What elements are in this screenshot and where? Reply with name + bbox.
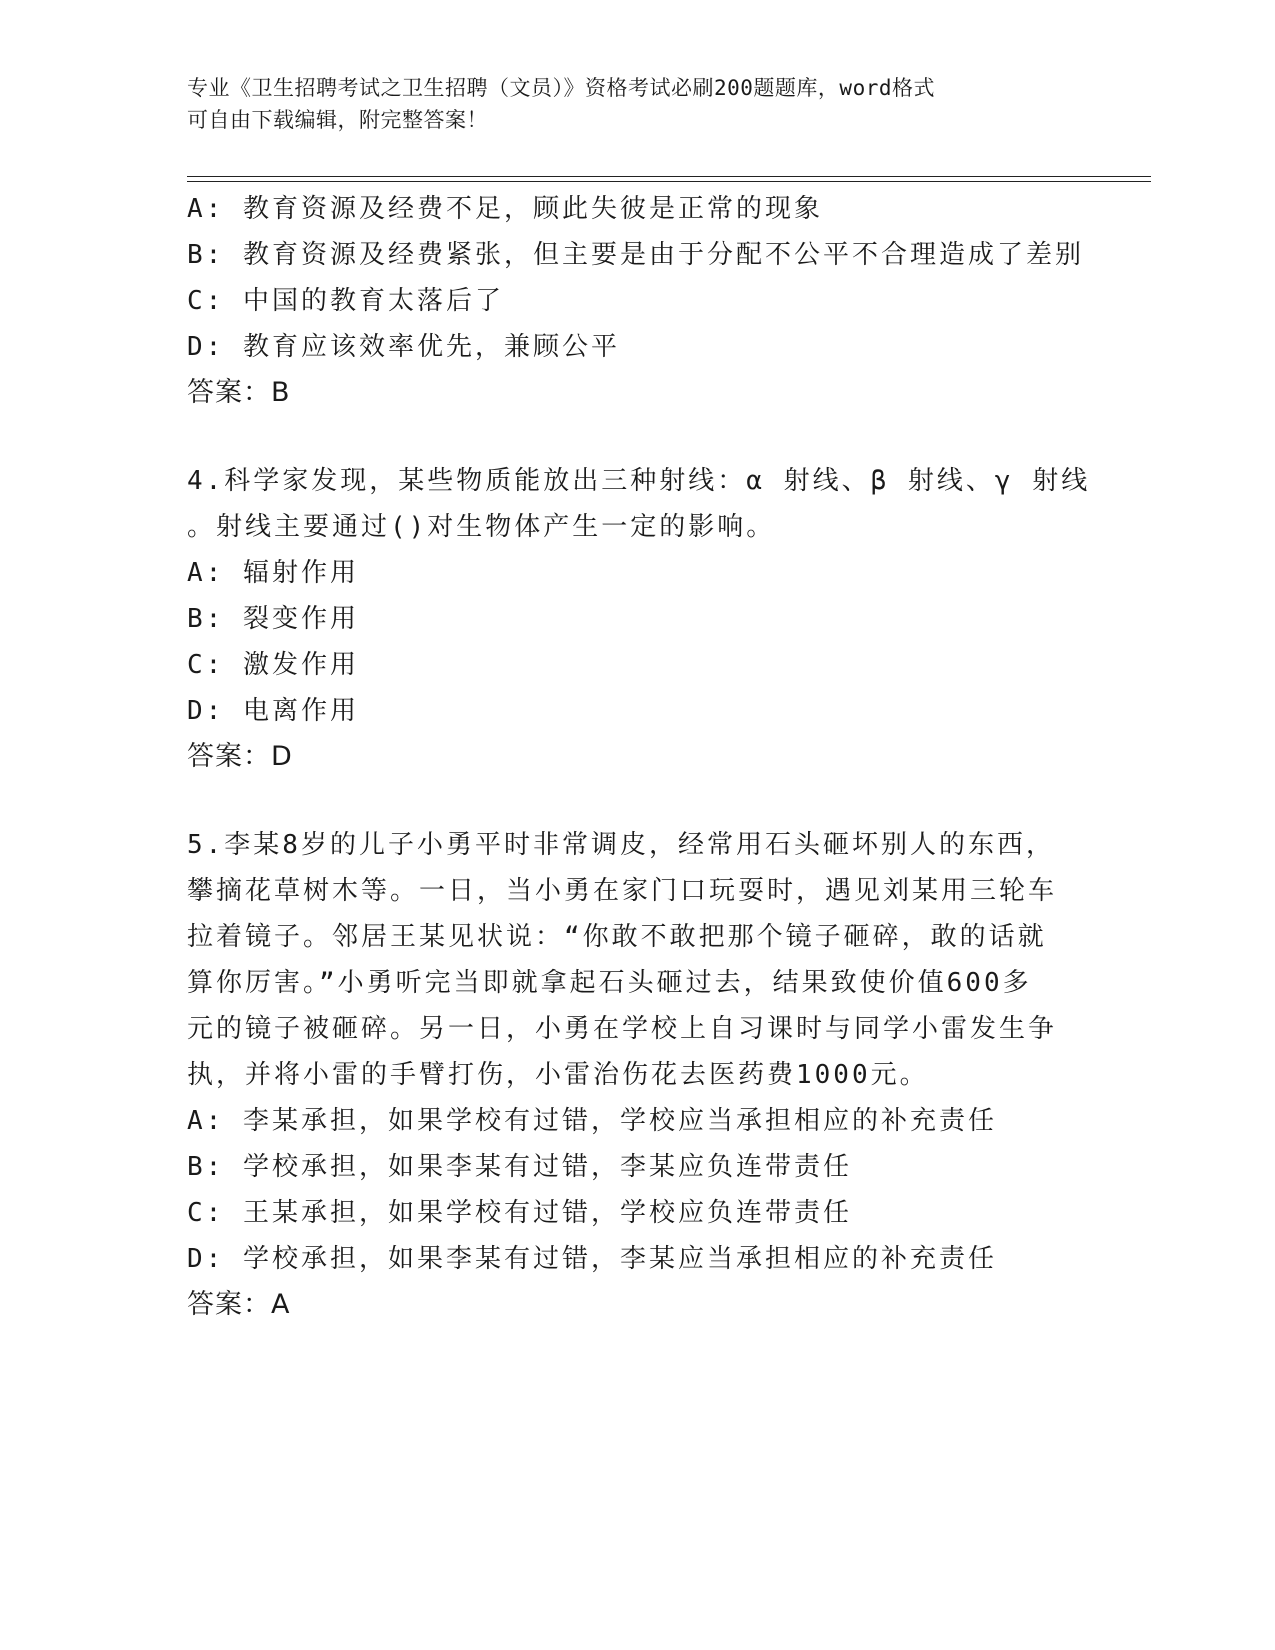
header-title-line-1: 专业《卫生招聘考试之卫生招聘（文员）》资格考试必刷200题题库，word格式: [187, 76, 935, 100]
spacer: [187, 416, 1087, 458]
q4-option-b: B: 裂变作用: [187, 604, 359, 634]
q5-option-b: B: 学校承担，如果李某有过错，李某应负连带责任: [187, 1152, 852, 1182]
q3-option-b: B: 教育资源及经费紧张，但主要是由于分配不公平不合理造成了差别: [187, 240, 1084, 270]
header-title-line-2: 可自由下载编辑，附完整答案！: [187, 108, 488, 132]
q5-stem-line-6: 执，并将小雷的手臂打伤，小雷治伤花去医药费1000元。: [187, 1060, 929, 1090]
header-divider-top: [187, 176, 1151, 177]
q4-option-a: A: 辐射作用: [187, 558, 359, 588]
q4-stem-line-2: 。射线主要通过()对生物体产生一定的影响。: [187, 512, 776, 542]
q5-option-a: A: 李某承担，如果学校有过错，学校应当承担相应的补充责任: [187, 1106, 997, 1136]
header-divider-bottom: [187, 181, 1151, 182]
q4-option-c: C: 激发作用: [187, 650, 359, 680]
question-5: [187, 822, 1087, 1328]
spacer: [187, 780, 1087, 822]
q5-option-d: D: 学校承担，如果李某有过错，李某应当承担相应的补充责任: [187, 1244, 997, 1274]
q5-stem-line-4: 算你厉害。”小勇听完当即就拿起石头砸过去，结果致使价值600多: [187, 968, 1032, 998]
question-4: [187, 458, 1091, 780]
q5-stem-line-5: 元的镜子被砸碎。另一日，小勇在学校上自习课时与同学小雷发生争: [187, 1014, 1058, 1044]
q4-answer: 答案：D: [187, 741, 293, 772]
q5-option-c: C: 王某承担，如果学校有过错，学校应负连带责任: [187, 1198, 852, 1228]
question-content: [187, 186, 1091, 1328]
question-3: [187, 186, 1087, 416]
q3-option-c: C: 中国的教育太落后了: [187, 286, 504, 316]
q4-option-d: D: 电离作用: [187, 696, 359, 726]
q3-option-d: D: 教育应该效率优先，兼顾公平: [187, 332, 620, 362]
q5-stem-line-2: 攀摘花草树木等。一日，当小勇在家门口玩耍时，遇见刘某用三轮车: [187, 876, 1058, 906]
document-header: [187, 72, 1087, 136]
q3-option-a: A: 教育资源及经费不足，顾此失彼是正常的现象: [187, 194, 823, 224]
q5-answer: 答案：A: [187, 1289, 291, 1320]
q3-answer: 答案：B: [187, 377, 291, 408]
q5-stem-line-1: 5.李某8岁的儿子小勇平时非常调皮，经常用石头砸坏别人的东西，: [187, 830, 1055, 860]
q5-stem-line-3: 拉着镜子。邻居王某见状说：“你敢不敢把那个镜子砸碎，敢的话就: [187, 922, 1047, 952]
q4-stem-line-1: 4.科学家发现，某些物质能放出三种射线：α 射线、β 射线、γ 射线: [187, 466, 1091, 496]
